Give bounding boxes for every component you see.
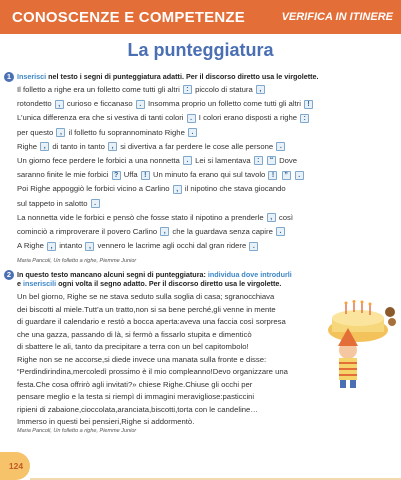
instruction-highlight: individua dove introdurli <box>207 270 292 279</box>
punctuation-box[interactable]: . <box>249 242 258 251</box>
text-fragment: Uffa <box>121 170 140 180</box>
punctuation-box[interactable]: , <box>173 185 182 194</box>
instruction-text: In questo testo mancano alcuni segni di punteggiatura: <box>17 270 208 279</box>
punctuation-box[interactable]: ! <box>304 100 313 109</box>
text-line <box>17 199 101 209</box>
instruction-text: ogni volta il segno adatto. Per il discorso diretto usa le virgolette. <box>56 279 282 288</box>
text-line: Immerso in questi bei pensieri,Righe si addormentò. <box>17 417 195 426</box>
punctuation-box[interactable]: : <box>183 85 192 94</box>
punctuation-box[interactable]: , <box>85 242 94 251</box>
punctuation-box[interactable]: , <box>267 213 276 222</box>
text-line: pensare meglio e la testa si riempì di immagini meravigliose:pasticcini <box>17 392 255 401</box>
text-fragment: curioso e ficcanaso <box>64 99 135 109</box>
punctuation-box[interactable]: ? <box>112 171 121 180</box>
text-line: Righe non se ne accorse,si diede invece una manata sulla fronte e disse: <box>17 354 267 364</box>
text-line <box>17 113 310 123</box>
punctuation-box[interactable]: , <box>160 227 169 236</box>
punctuation-box[interactable]: , <box>47 242 56 251</box>
punctuation-box[interactable]: : <box>300 114 309 123</box>
page-title: La punteggiatura <box>127 40 274 60</box>
text-line: di sbattere le ali, tanto da precipitare a terra con un bel capitombolo! <box>17 342 249 351</box>
text-fragment: I colori erano disposti a righe <box>196 113 300 123</box>
punctuation-box[interactable]: . <box>295 171 304 180</box>
exercise-1-instruction <box>17 72 319 81</box>
text-line: “Perdindirindina,mercoledì prossimo è il mio compleanno!Devo organizzare una <box>17 367 288 376</box>
text-line <box>17 241 259 251</box>
text-line: dei biscotti al miele.Tutt’a un tratto,non si sa bene perché,gli venne in mente <box>17 304 276 314</box>
text-line <box>17 170 305 180</box>
text-line <box>17 227 286 237</box>
punctuation-box[interactable]: . <box>183 156 192 165</box>
text-line: festa.Che cosa offrirò agli invitati?» chiese Righe.Chiuse gli occhi per <box>17 379 253 389</box>
punctuation-box[interactable]: , <box>108 142 117 151</box>
text-fragment: di tanto in tanto <box>50 141 108 151</box>
text-fragment: intanto <box>57 241 85 251</box>
text-fragment: che la guardava senza capire <box>170 227 275 236</box>
punctuation-box[interactable]: . <box>136 100 145 109</box>
folletto-illustration <box>318 300 398 390</box>
instruction-highlight: inseriscili <box>23 279 57 288</box>
page-number: 124 <box>0 452 30 480</box>
text-fragment <box>278 170 280 179</box>
punctuation-box[interactable]: , <box>55 100 64 109</box>
text-line: di guardare il calendario e restò a bocca aperta:aveva una faccia così sorpresa <box>17 317 286 326</box>
text-fragment: piccolo di statura <box>192 85 255 94</box>
punctuation-box[interactable]: ” <box>282 171 291 180</box>
text-fragment: L’unica differenza era che si vestiva di tanti colori <box>17 113 186 123</box>
punctuation-box[interactable]: . <box>188 128 197 137</box>
instruction-text: nel testo i segni di punteggiatura adatti. Per il discorso diretto usa le virgolette. <box>46 72 319 81</box>
punctuation-box[interactable]: , <box>56 128 65 137</box>
punctuation-box[interactable]: . <box>187 114 196 123</box>
header-banner <box>0 0 401 34</box>
punctuation-box[interactable]: “ <box>267 156 276 165</box>
text-line <box>17 85 266 95</box>
text-fragment: il nipotino che stava giocando <box>182 184 286 194</box>
text-fragment: Righe <box>17 141 40 151</box>
punctuation-box[interactable]: ! <box>141 171 150 180</box>
text-fragment: rotondetto <box>17 99 54 109</box>
text-line: Un bel giorno, Righe se ne stava seduto sulla soglia di casa; sgranocchiava <box>17 292 275 301</box>
text-fragment: Il folletto a righe era un folletto come tutti gli altri <box>17 85 182 94</box>
exercise-2-instruction <box>17 270 292 288</box>
exercise-2-source: Maria Pancoli, Un folletto a righe, Piemme Junior <box>17 428 137 434</box>
exercise-1-source: Maria Pancoli, Un folletto a righe, Piemme Junior <box>17 258 137 264</box>
punctuation-box[interactable]: , <box>40 142 49 151</box>
text-line <box>17 128 198 138</box>
text-fragment: saranno finite le mie forbici <box>17 170 111 180</box>
text-line <box>17 142 286 152</box>
exercise-2-number: 2 <box>4 270 14 280</box>
text-fragment: Un giorno fece perdere le forbici a una nonnetta <box>17 156 182 165</box>
text-fragment <box>292 170 294 179</box>
text-line: che una gazza, passando di là, si fermò a fissarlo stupita e dimenticò <box>17 329 252 339</box>
text-fragment: Insomma proprio un folletto come tutti gli altri <box>145 99 304 109</box>
text-fragment: così <box>276 212 293 222</box>
text-fragment: Dove <box>276 156 298 165</box>
punctuation-box[interactable]: . <box>276 142 285 151</box>
text-line <box>17 99 314 109</box>
exercise-1-number: 1 <box>4 72 14 82</box>
text-fragment: Lei si lamentava <box>192 156 253 165</box>
text-fragment: il folletto fu soprannominato Righe <box>66 127 187 137</box>
punctuation-box[interactable]: . <box>91 199 100 208</box>
text-fragment: per questo <box>17 127 56 137</box>
text-fragment: cominciò a rimproverare il povero Carlino <box>17 227 160 236</box>
text-line <box>17 213 293 223</box>
text-fragment: Un minuto fa erano qui sul tavolo <box>150 170 268 180</box>
text-fragment: La nonnetta vide le forbici e pensò che fosse stato il nipotino a prenderle <box>17 212 266 222</box>
text-fragment: sul tappeto in salotto <box>17 198 90 208</box>
text-line: ripieni di zabaione,cioccolata,aranciata,biscotti,torta con le candeline… <box>17 404 259 414</box>
text-fragment: si divertiva a far perdere le cose alle persone <box>118 141 276 151</box>
text-fragment: A Righe <box>17 241 47 251</box>
punctuation-box[interactable]: : <box>254 156 263 165</box>
instruction-text: e <box>17 279 23 288</box>
text-line <box>17 184 286 194</box>
section-title: CONOSCENZE E COMPETENZE <box>12 9 245 26</box>
verifica-badge: VERIFICA IN ITINERE <box>281 11 393 23</box>
instruction-highlight: Inserisci <box>17 72 47 81</box>
text-fragment <box>264 156 266 165</box>
text-fragment: vennero le lacrime agli occhi dal gran ridere <box>95 241 249 251</box>
text-fragment: Poi Righe appoggiò le forbici vicino a Carlino <box>17 184 172 194</box>
punctuation-box[interactable]: , <box>256 85 265 94</box>
punctuation-box[interactable]: ! <box>268 171 277 180</box>
text-line <box>17 156 297 166</box>
punctuation-box[interactable]: . <box>276 227 285 236</box>
